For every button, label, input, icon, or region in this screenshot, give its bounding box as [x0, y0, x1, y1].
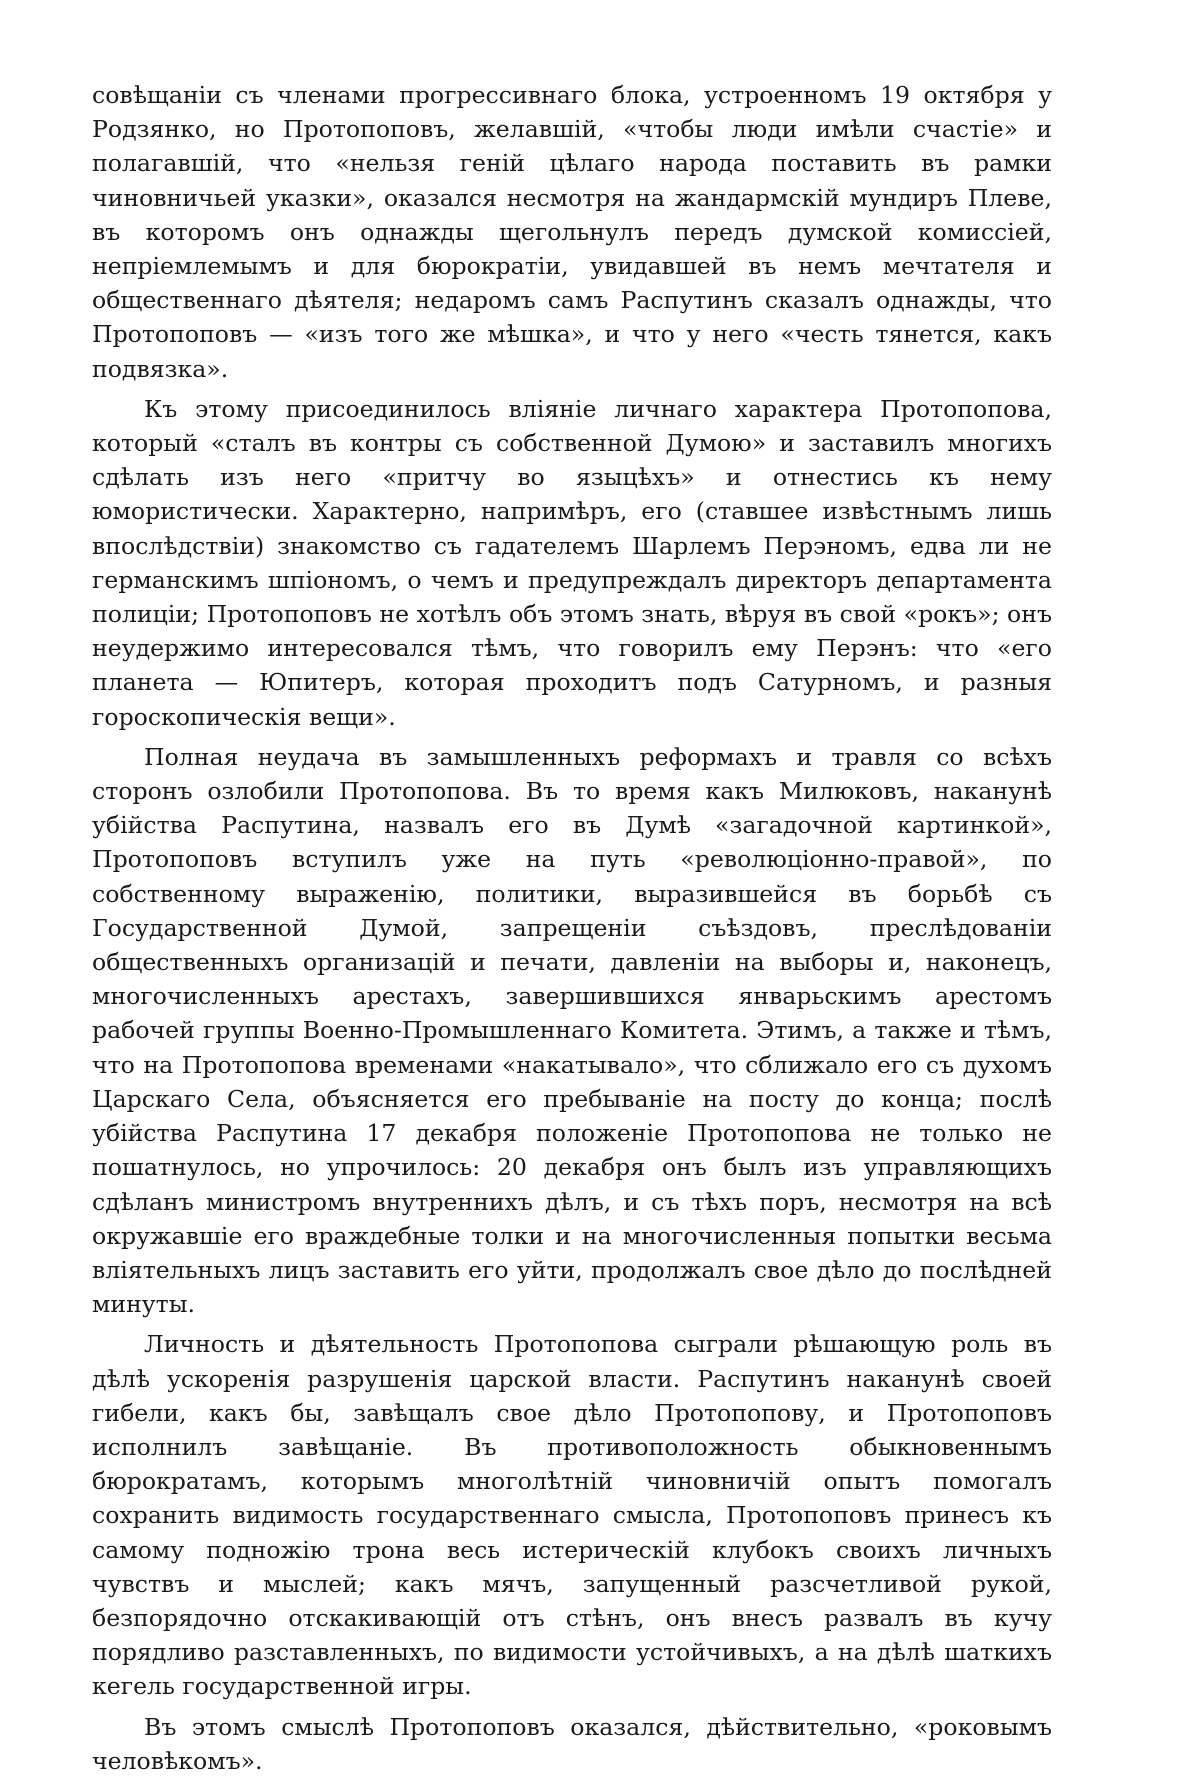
paragraph-5: Въ этомъ смыслѣ Протопоповъ оказался, дѣйствительно, «роковымъ человѣкомъ».: [92, 1712, 1052, 1775]
paragraph-1: совѣщаніи съ членами прогрессивнаго блока, устроенномъ 19 октября у Родзянко, но Протопоповъ, желавшій, «чтобы люди имѣли счастіе» и полагавшій, что «нельзя геній цѣлаго народа поставить въ рамки чиновничьей указки», оказался несмотря на жандармскій мундиръ Плеве, въ которомъ онъ однажды щегольнулъ передъ думской комиссіей, непріемлемымъ и для бюрократіи, увидавшей въ немъ мечтателя и общественнаго дѣятеля; недаромъ самъ Распутинъ сказалъ однажды, что Протопоповъ — «изъ того же мѣшка», и что у него «честь тянется, какъ подвязка».: [92, 81, 1052, 383]
paragraph-3: Полная неудача въ замышленныхъ реформахъ и травля со всѣхъ сторонъ озлобили Протопопова. Въ то время какъ Милюковъ, наканунѣ убійства Распутина, назвалъ его въ Думѣ «загадочной картинкой», Протопоповъ вступилъ уже на путь «революціонно-правой», по собственному выраженію, политики, выразившейся въ борьбѣ съ Государственной Думой, запрещеніи съѣздовъ, преслѣдованіи общественныхъ организацій и печати, давленіи на выборы и, наконецъ, многочисленныхъ арестахъ, завершившихся январьскимъ арестомъ рабочей группы Военно-Промышленнаго Комитета. Этимъ, а также и тѣмъ, что на Протопопова временами «накатывало», что сближало его съ духомъ Царскаго Села, объясняется его пребываніе на посту до конца; послѣ убійства Распутина 17 декабря положеніе Протопопова не только не пошатнулось, но упрочилось: 20 декабря онъ былъ изъ управляющихъ сдѣланъ министромъ внутреннихъ дѣлъ, и съ тѣхъ поръ, несмотря на всѣ окружавшіе его враждебные толки и на многочисленныя попытки весьма вліятельныхъ лицъ заставить его уйти, продолжалъ свое дѣло до послѣдней минуты.: [92, 742, 1052, 1319]
document-page: [92, 78, 1052, 1784]
paragraph-4: Личность и дѣятельность Протопопова сыграли рѣшающую роль въ дѣлѣ ускоренія разрушенія царской власти. Распутинъ наканунѣ своей гибели, какъ бы, завѣщалъ свое дѣло Протопопову, и Протопоповъ исполнилъ завѣщаніе. Въ противоположность обыкновеннымъ бюрократамъ, которымъ многолѣтній чиновничій опытъ помогалъ сохранить видимость государственнаго смысла, Протопоповъ принесъ къ самому подножію трона весь истерическій клубокъ своихъ личныхъ чувствъ и мыслей; какъ мячъ, запущенный разсчетливой рукой, безпорядочно отскакивающій отъ стѣнъ, онъ внесъ развалъ въ кучу порядливо разставленныхъ, по видимости устойчивыхъ, а на дѣлѣ шаткихъ кегель государственной игры.: [92, 1330, 1052, 1701]
paragraph-2: Къ этому присоединилось вліяніе личнаго характера Протопопова, который «сталъ въ контры съ собственной Думою» и заставилъ многихъ сдѣлать изъ него «притчу во языцѣхъ» и отнестись къ нему юмористически. Характерно, напримѣръ, его (ставшее извѣстнымъ лишь впослѣдствіи) знакомство съ гадателемъ Шарлемъ Перэномъ, едва ли не германскимъ шпіономъ, о чемъ и предупреждалъ директоръ департамента полиціи; Протопоповъ не хотѣлъ объ этомъ знать, вѣруя въ свой «рокъ»; онъ неудержимо интересовался тѣмъ, что говорилъ ему Перэнъ: что «его планета — Юпитеръ, которая проходитъ подъ Сатурномъ, и разныя гороскопическія вещи».: [92, 394, 1052, 731]
